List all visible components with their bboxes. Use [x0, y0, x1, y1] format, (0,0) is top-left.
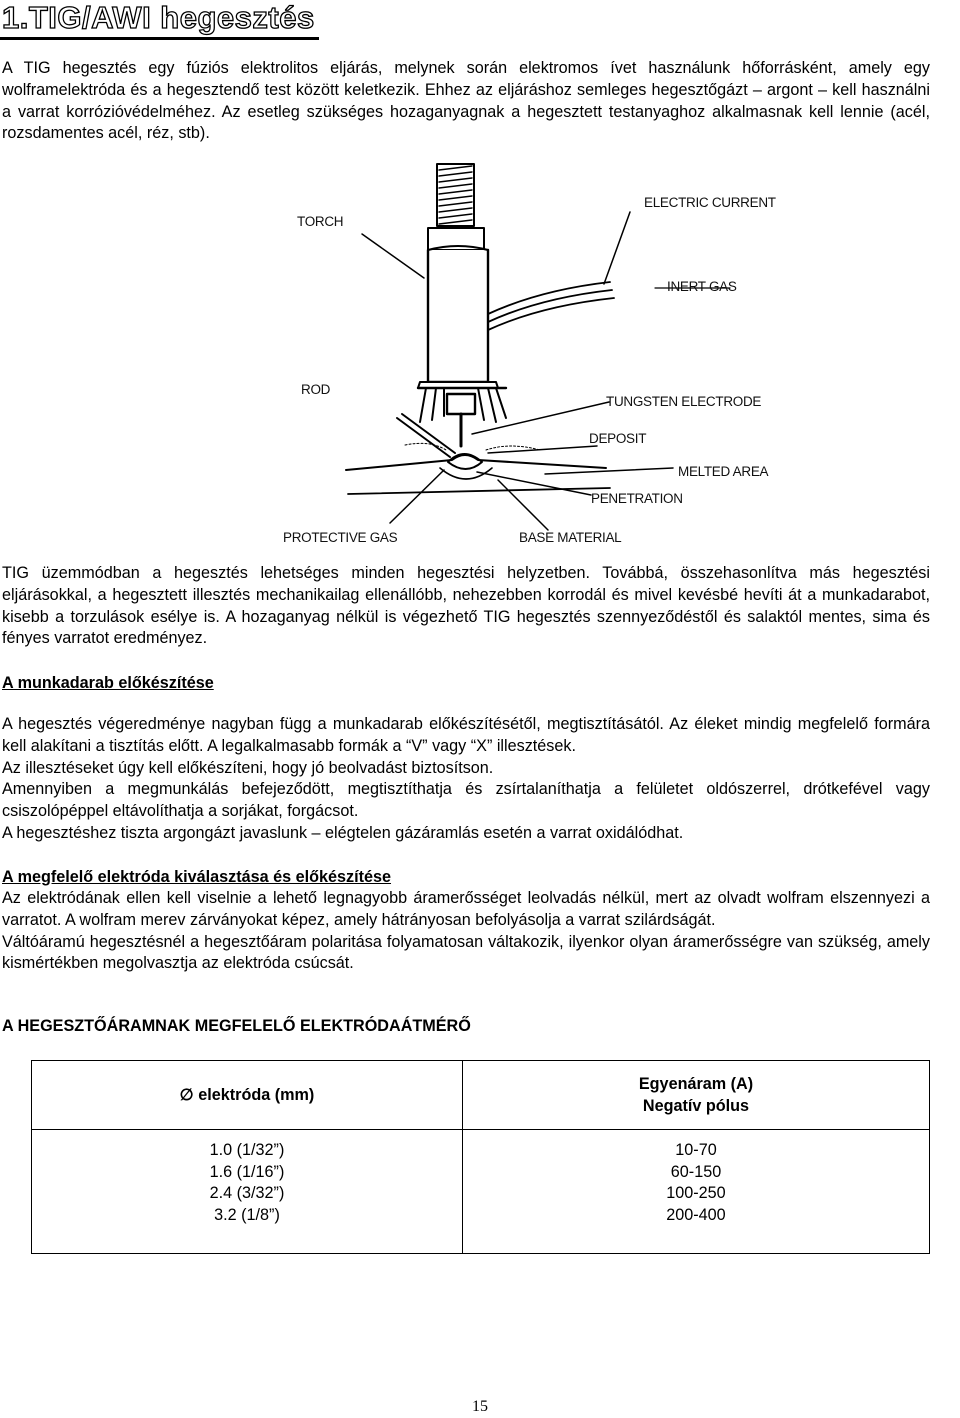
header-electrode-diameter: ∅ elektróda (mm) — [32, 1061, 463, 1130]
header-dc-current — [463, 1061, 930, 1130]
electrode-line: Váltóáramú hegesztésnél a hegesztőáram polaritása folyamatosan váltakozik, ilyenkor olyan áramerősségre van szükség, amely kismértékben megolvasztja az elektróda csúcsát. — [2, 932, 930, 973]
prep-line: A hegesztés végeredménye nagyban függ a munkadarab előkészítésétől, megtisztításától. Az éleket mindig megfelelő formára kell alakítani a tisztítás előtt. A legalkalmasabb formák a “V” vagy “X” illesztések. — [2, 715, 930, 755]
table-row — [32, 1130, 930, 1254]
prep-line: Az illesztéseket úgy kell előkészíteni, hogy jó beolvadást biztosítson. — [2, 758, 494, 777]
label-protective-gas: PROTECTIVE GAS — [283, 530, 398, 545]
electrode-line: Az elektródának ellen kell viselnie a lehető legnagyobb áramerősséget leolvadás nélkül, mert az olvadt wolfram elszennyezi a varratot. A wolfram merev zárványokat képez, amely hátrányosan befolyásolja a varrat szilárdságát. — [2, 889, 930, 929]
electrode-current-table — [31, 1060, 930, 1254]
intro-paragraph — [2, 58, 930, 145]
current-value: 100-250 — [666, 1184, 726, 1202]
header-dc-line1: Egyenáram (A) — [638, 1075, 754, 1093]
diameter-value: 3.2 (1/8”) — [214, 1205, 280, 1224]
label-penetration: PENETRATION — [591, 491, 683, 506]
section-heading-preparation: A munkadarab előkészítése — [2, 674, 214, 692]
diameter-cell — [32, 1130, 463, 1254]
label-tungsten-electrode: TUNGSTEN ELECTRODE — [606, 394, 762, 409]
tig-modes-text: TIG üzemmódban a hegesztés lehetséges minden hegesztési helyzetben. Továbbá, összehasonlítva más hegesztési eljárásokkal, a hegesztett illesztés mechanikailag ellenállóbb, nehezebben korrodál és mivel kevésbé hevíti át a munkadarabot, kisebb a torzulások esélye is. A hozaganyag nélkül is végezhető TIG hegesztés szennyeződéstől és salaktól mentes, sima és fényes varratot eredményez. — [2, 564, 930, 648]
page-number: 15 — [472, 1398, 488, 1415]
section-heading-electrode: A megfelelő elektróda kiválasztása és előkészítése — [2, 868, 392, 886]
prep-line: A hegesztéshez tiszta argongázt javaslunk – elégtelen gázáramlás esetén a varrat oxidálódhat. — [2, 823, 684, 842]
electrode-paragraph — [2, 888, 930, 975]
label-torch: TORCH — [297, 214, 344, 229]
current-value: 10-70 — [675, 1141, 717, 1159]
label-deposit: DEPOSIT — [589, 431, 647, 446]
tig-modes-paragraph — [2, 563, 930, 650]
diameter-value: 1.0 (1/32”) — [209, 1141, 285, 1159]
table-heading: A HEGESZTŐÁRAMNAK MEGFELELŐ ELEKTRÓDAÁTMÉRŐ — [2, 1017, 471, 1035]
current-value: 60-150 — [670, 1162, 722, 1181]
table-header-row — [32, 1061, 930, 1130]
label-inert-gas: INERT GAS — [667, 279, 737, 294]
label-rod: ROD — [301, 382, 331, 397]
prep-line: Amennyiben a megmunkálás befejeződött, megtisztíthatja és zsírtalaníthatja a felületet oldószerrel, drótkefével vagy csiszolópéppel eltávolíthatja a sorjákat, forgácsot. — [2, 780, 930, 821]
preparation-paragraph — [2, 714, 930, 845]
label-melted-area: MELTED AREA — [678, 464, 769, 479]
header-dc-line2: Negatív pólus — [642, 1097, 750, 1115]
tig-welding-diagram — [0, 150, 960, 560]
page-title: 1.TIG/AWI hegesztés — [0, 0, 319, 40]
current-value: 200-400 — [666, 1205, 726, 1224]
diameter-value: 2.4 (3/32”) — [209, 1184, 285, 1202]
tig-torch-illustration — [0, 150, 960, 560]
diameter-value: 1.6 (1/16”) — [209, 1162, 285, 1181]
current-cell — [463, 1130, 930, 1254]
label-electric-current: ELECTRIC CURRENT — [644, 195, 776, 210]
label-base-material: BASE MATERIAL — [519, 530, 622, 545]
intro-text: A TIG hegesztés egy fúziós elektrolitos eljárás, melynek során elektromos ívet használunk hőforrásként, amely egy wolframelektróda és a hegesztendő test között keletkezik. Ehhez az eljáráshoz semleges hegesztőgázt – argont – kell használni a varrat korrózióvédelméhez. Az esetleg szükséges hozaganyagnak a hegesztett testanyaghoz alkalmasnak kell lennie (acél, rozsdamentes acél, réz, stb). — [2, 59, 930, 143]
